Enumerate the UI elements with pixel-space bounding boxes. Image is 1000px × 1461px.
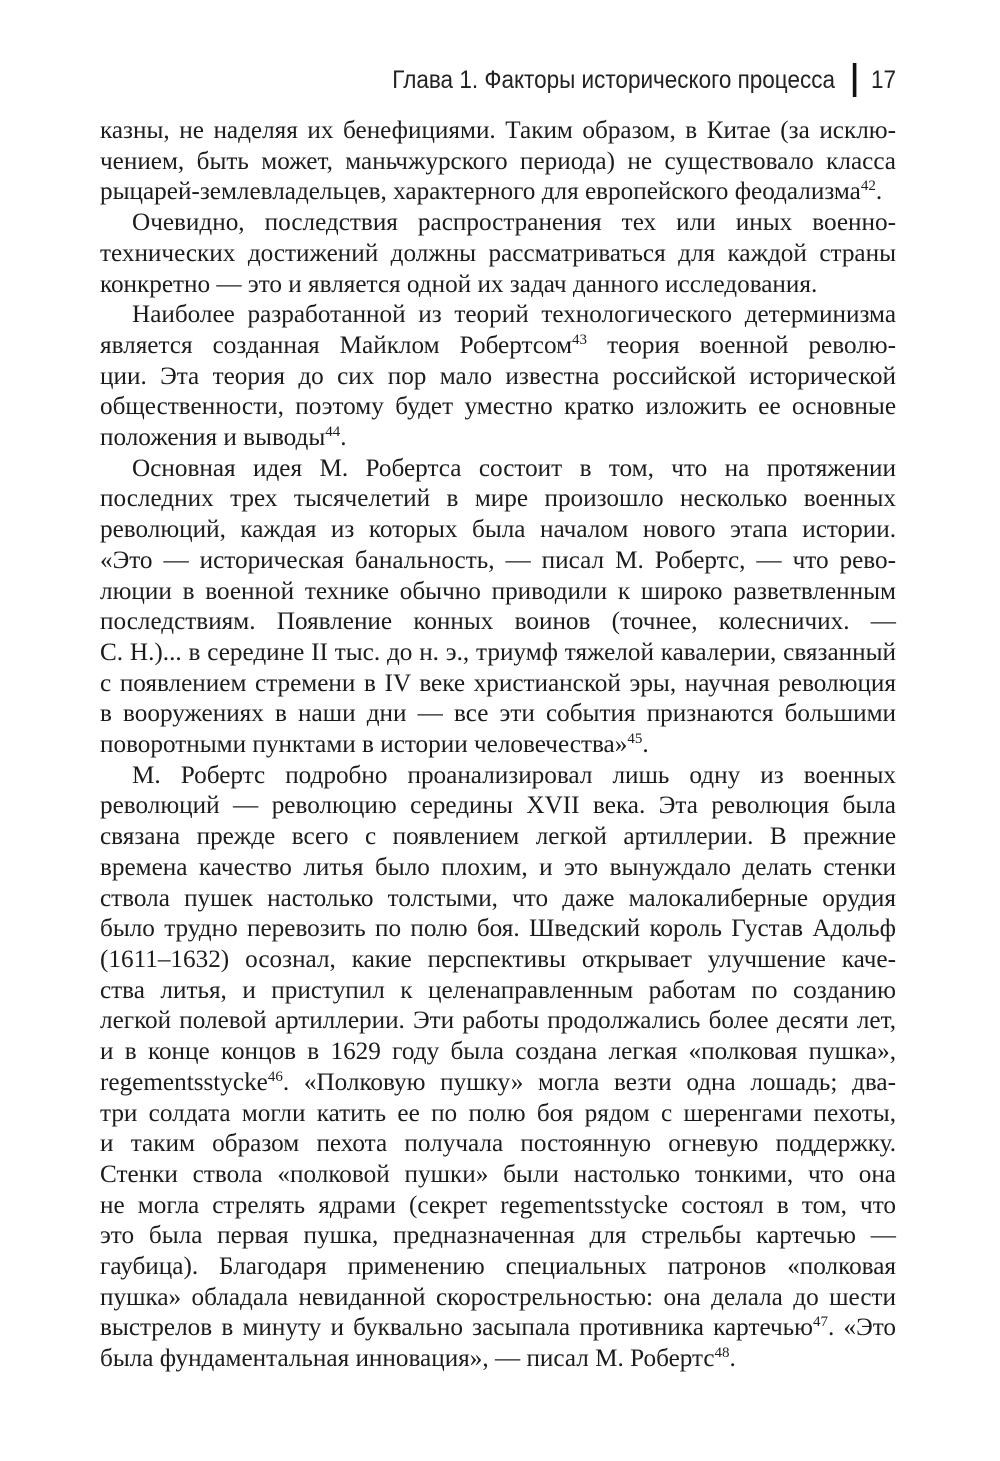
text-segment: (1611–1632) осознал, какие перспективы открывает улучшение каче- — [100, 945, 896, 973]
text-line — [100, 1191, 896, 1222]
text-line — [100, 791, 896, 822]
text-segment: была фундаментальная инновация», — писал М. Робертс — [100, 1345, 715, 1373]
footnote-ref: 43 — [572, 331, 588, 348]
text-segment: ции. Эта теория до сих пор мало известна российской исторической — [100, 362, 896, 390]
text-segment: гаубица). Благодаря применению специальных патронов «полковая — [100, 1253, 896, 1281]
text-segment: ствола пушек настолько толстыми, что даже малокалиберные орудия — [100, 884, 896, 912]
text-line — [100, 945, 896, 976]
text-segment: regementsstycke — [100, 1068, 268, 1096]
text-segment: пушка» обладала невиданной скорострельностью: она делала до шести — [100, 1283, 896, 1311]
footnote-ref: 47 — [812, 1314, 828, 1331]
text-line — [100, 761, 896, 792]
text-line — [100, 669, 896, 700]
text-segment: Очевидно, последствия распространения тех или иных военно- — [132, 209, 896, 237]
text-segment: . — [642, 731, 649, 759]
text-line — [100, 270, 896, 301]
text-segment: и таким образом пехота получала постоянную огневую поддержку. — [100, 1130, 896, 1158]
text-segment: рыцарей-землевладельцев, характерного для европейского феодализма — [100, 178, 861, 206]
text-segment: революций, каждая из которых была началом нового этапа истории. — [100, 516, 896, 544]
text-segment: выстрелов в минуту и буквально засыпала противника картечью — [100, 1314, 813, 1342]
text-segment: революций — революцию середины XVII века. Эта революция была — [100, 792, 896, 820]
text-line — [100, 454, 896, 485]
text-line — [100, 515, 896, 546]
text-segment: три солдата могли катить ее по полю боя рядом с шеренгами пехоты, — [100, 1099, 896, 1127]
text-segment: не могла стрелять ядрами (секрет regementsstycke состоял в том, что — [100, 1191, 896, 1219]
footnote-ref: 46 — [267, 1068, 283, 1085]
text-segment: Основная идея М. Робертса состоит в том, что на протяжении — [132, 454, 896, 482]
text-line — [100, 638, 896, 669]
text-segment: положения и выводы — [100, 424, 326, 452]
text-segment: Наиболее разработанной из теорий технологического детерминизма — [132, 301, 896, 329]
text-segment: люции в военной технике обычно приводили к широко разветвленным — [100, 577, 896, 605]
body-text — [100, 116, 896, 1375]
footnote-ref: 48 — [714, 1345, 730, 1362]
text-line — [100, 730, 896, 761]
text-line — [100, 1006, 896, 1037]
page-number: 17 — [870, 65, 896, 94]
text-line — [100, 1283, 896, 1314]
paragraph — [100, 454, 896, 761]
paragraph — [100, 208, 896, 300]
text-line — [100, 331, 896, 362]
text-segment: конкретно — это и является одной их задач данного исследования. — [100, 270, 818, 298]
text-line — [100, 300, 896, 331]
text-segment: с появлением стремени в IV веке христианской эры, научная революция — [100, 669, 896, 697]
text-segment: . — [875, 178, 883, 206]
text-segment: последствиям. Появление конных воинов (точнее, колесничих. — — [100, 608, 896, 636]
text-segment: Стенки ствола «полковой пушки» были настолько тонкими, что она — [100, 1160, 896, 1188]
text-segment: . «Полковую пушку» могла везти одна лошадь; два- — [282, 1068, 896, 1096]
text-line — [100, 884, 896, 915]
text-segment: является созданная Майклом Робертсом — [100, 331, 573, 359]
paragraph — [100, 761, 896, 1375]
text-line — [100, 392, 896, 423]
text-segment: и в конце концов в 1629 году была создана легкая «полковая пушка», — [100, 1038, 896, 1066]
text-segment: это была первая пушка, предназначенная для стрельбы картечью — — [100, 1222, 896, 1250]
text-segment: казны, не наделяя их бенефициями. Таким образом, в Китае (за исклю- — [100, 117, 896, 144]
text-line — [100, 484, 896, 515]
text-line — [100, 208, 896, 239]
header-separator — [853, 63, 857, 97]
paragraph — [100, 300, 896, 454]
text-line — [100, 239, 896, 270]
text-segment: было трудно перевозить по полю боя. Шведский король Густав Адольф — [100, 915, 896, 943]
text-segment: технических достижений должны рассматриваться для каждой страны — [100, 239, 896, 267]
footnote-ref: 42 — [860, 178, 876, 195]
text-line — [100, 1252, 896, 1283]
text-line — [100, 822, 896, 853]
text-line — [100, 1313, 896, 1344]
text-segment: . «Это — [827, 1314, 896, 1342]
text-segment: теория военной револю- — [587, 331, 896, 359]
text-segment: чением, быть может, маньчжурского периода) не существовало класса — [100, 147, 896, 175]
text-line — [100, 699, 896, 730]
text-line — [100, 147, 896, 178]
text-segment: . — [729, 1345, 736, 1373]
footnote-ref: 45 — [627, 731, 643, 748]
text-segment: последних трех тысячелетий в мире произошло несколько военных — [100, 485, 896, 513]
text-segment: ства литья, и приступил к целенаправленным работам по созданию — [100, 976, 896, 1004]
text-line — [100, 1160, 896, 1191]
text-line — [100, 362, 896, 393]
text-line — [100, 177, 896, 208]
text-segment: общественности, поэтому будет уместно кратко изложить ее основные — [100, 393, 896, 421]
text-line — [100, 577, 896, 608]
paragraph — [100, 116, 896, 208]
text-line — [100, 607, 896, 638]
text-line — [100, 423, 896, 454]
running-header — [180, 60, 896, 100]
text-segment: . — [340, 424, 347, 452]
text-line — [100, 1068, 896, 1099]
text-segment: в вооружениях в наши дни — все эти события признаются большими — [100, 700, 896, 728]
text-line — [100, 546, 896, 577]
text-segment: связана прежде всего с появлением легкой артиллерии. В прежние — [100, 823, 896, 851]
text-segment: времена качество литья было плохим, и это вынуждало делать стенки — [100, 853, 896, 881]
text-line — [100, 1344, 896, 1375]
text-line — [100, 914, 896, 945]
text-line — [100, 1037, 896, 1068]
text-segment: М. Робертс подробно проанализировал лишь одну из военных — [132, 761, 896, 789]
chapter-title: Глава 1. Факторы исторического процесса — [392, 65, 835, 94]
text-segment: С. Н.)... в середине II тыс. до н. э., триумф тяжелой кавалерии, связанный — [100, 638, 896, 666]
footnote-ref: 44 — [325, 424, 341, 441]
text-line — [100, 1221, 896, 1252]
text-line — [100, 976, 896, 1007]
text-line — [100, 1099, 896, 1130]
text-line — [100, 1129, 896, 1160]
text-segment: «Это — историческая банальность, — писал М. Робертс, — что рево- — [100, 546, 896, 574]
text-segment: легкой полевой артиллерии. Эти работы продолжались более десяти лет, — [100, 1007, 896, 1035]
text-line — [100, 853, 896, 884]
text-line — [100, 116, 896, 147]
text-segment: поворотными пунктами в истории человечества» — [100, 731, 628, 759]
